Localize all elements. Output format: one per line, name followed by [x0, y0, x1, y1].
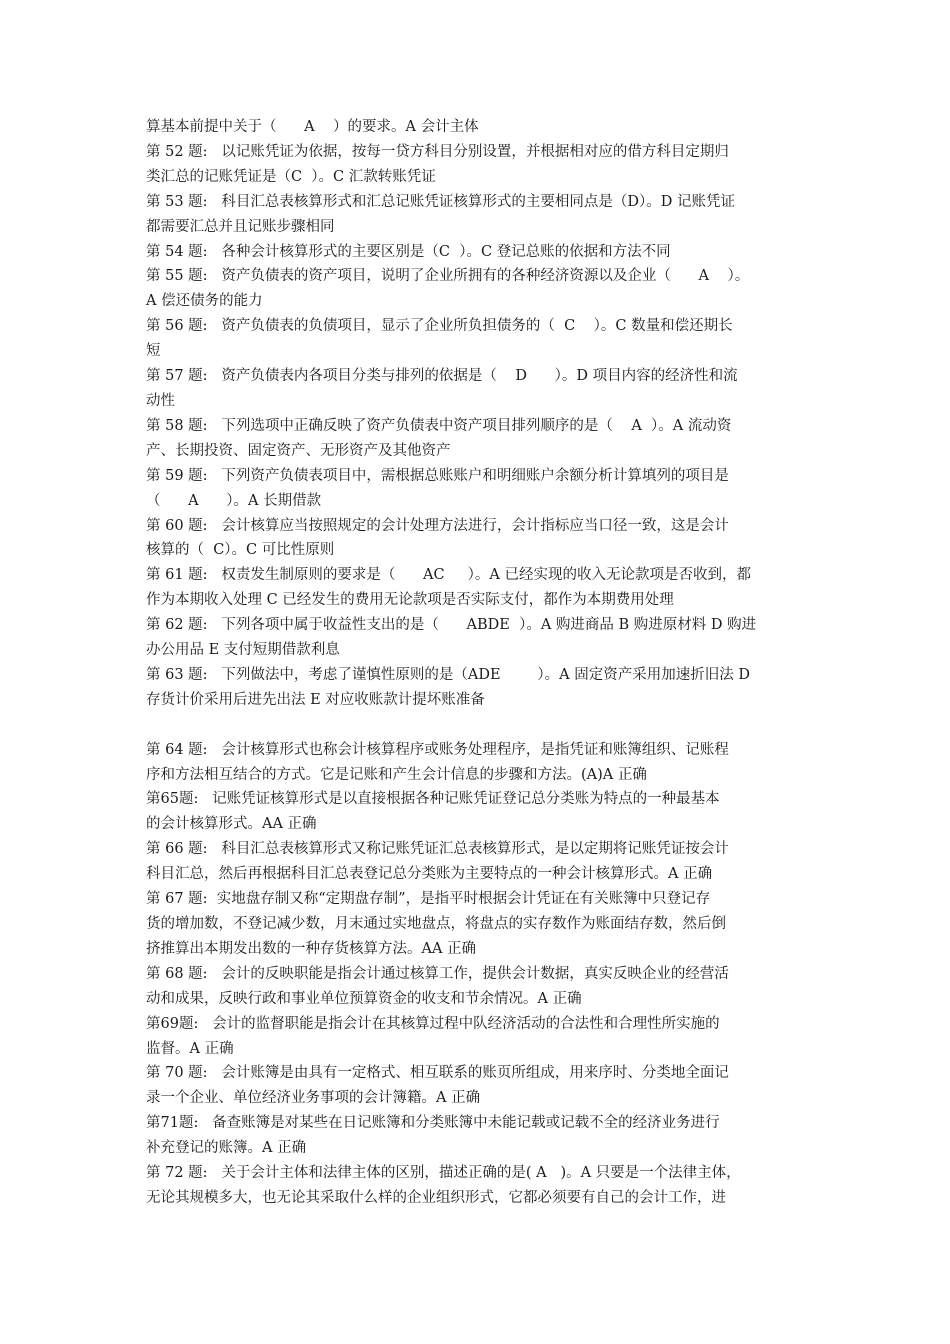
text-line: 办公用品 E 支付短期借款利息 [146, 642, 340, 659]
text-line: 第 53 题: 科目汇总表核算形式和汇总记账凭证核算形式的主要相同点是（D）。D 记账凭证 [146, 193, 735, 210]
text-line: 核算的（ C）。C 可比性原则 [146, 542, 335, 559]
text-line: 第 54 题: 各种会计核算形式的主要区别是（C ）。C 登记总账的依据和方法不同 [146, 243, 671, 260]
text-line: 第 70 题: 会计账簿是由具有一定格式、相互联系的账页所组成，用来序时、分类地全面记 [146, 1065, 729, 1082]
text-line: 第 62 题: 下列各项中属于收益性支出的是（ ABDE ）。A 购进商品 B 购进原材料 D 购进 [146, 617, 757, 634]
text-line: 序和方法相互结合的方式。它是记账和产生会计信息的步骤和方法。(A)A 正确 [146, 766, 647, 783]
text-line: 第 52 题: 以记账凭证为依据，按每一贷方科目分别设置，并根据相对应的借方科目定期归 [146, 143, 729, 160]
text-line: 短 [146, 343, 161, 360]
text-line: 存货计价采用后进先出法 E 对应收账款计提坏账准备 [146, 691, 485, 708]
text-line: 第 63 题: 下列做法中，考虑了谨慎性原则的是（ADE ）。A 固定资产采用加速折旧法 D [146, 666, 750, 683]
text-line: 第69题: 会计的监督职能是指会计在其核算过程中队经济活动的合法性和合理性所实施的 [146, 1015, 720, 1032]
text-line: 产、长期投资、固定资产、无形资产及其他资产 [146, 442, 451, 459]
text-line: 都需要汇总并且记账步骤相同 [146, 218, 335, 235]
text-line: 第 60 题: 会计核算应当按照规定的会计处理方法进行，会计指标应当口径一致，这是会计 [146, 517, 729, 534]
text-line: 第 59 题: 下列资产负债表项目中，需根据总账账户和明细账户余额分析计算填列的项目是 [146, 467, 729, 484]
text-line: 补充登记的账簿。A 正确 [146, 1140, 307, 1157]
document-page [146, 115, 810, 1211]
text-line: 第71题: 备查账簿是对某些在日记账簿和分类账簿中未能记载或记载不全的经济业务进行 [146, 1115, 720, 1132]
text-line: 监督。A 正确 [146, 1040, 234, 1057]
text-line: 第 66 题: 科目汇总表核算形式又称记账凭证汇总表核算形式，是以定期将记账凭证按会计 [146, 841, 729, 858]
text-line: 类汇总的记账凭证是（C ）。C 汇款转账凭证 [146, 168, 436, 185]
text-line: 无论其规模多大，也无论其采取什么样的企业组织形式，它都必须要有自己的会计工作，进 [146, 1189, 726, 1206]
text-line: 第65题: 记账凭证核算形式是以直接根据各种记账凭证登记总分类账为特点的一种最基本 [146, 791, 720, 808]
text-line: 货的增加数，不登记减少数，月末通过实地盘点，将盘点的实存数作为账面结存数，然后倒 [146, 915, 726, 932]
text-line: 录一个企业、单位经济业务事项的会计簿籍。A 正确 [146, 1090, 481, 1107]
text-line: 第 67 题: 实地盘存制又称“定期盘存制”，是指平时根据会计凭证在有关账簿中只登记存 [146, 891, 711, 908]
paragraph-gap [146, 713, 810, 738]
text-line: 第 57 题: 资产负债表内各项目分类与排列的依据是（ D ）。D 项目内容的经济性和流 [146, 368, 738, 385]
text-line: 的会计核算形式。AA 正确 [146, 816, 317, 833]
text-line: A 偿还债务的能力 [146, 293, 263, 310]
text-line: 第 55 题: 资产负债表的资产项目，说明了企业所拥有的各种经济资源以及企业（ A ）。 [146, 268, 750, 285]
text-line: （ A ）。A 长期借款 [146, 492, 322, 509]
question-block-2 [146, 738, 810, 1211]
text-line: 作为本期收入处理 C 已经发生的费用无论款项是否实际支付，都作为本期费用处理 [146, 592, 674, 609]
text-line: 算基本前提中关于（ A ）的要求。A 会计主体 [146, 119, 479, 135]
question-block-1 [146, 115, 810, 713]
text-line: 挤推算出本期发出数的一种存货核算方法。AA 正确 [146, 940, 477, 957]
text-line: 第 68 题: 会计的反映职能是指会计通过核算工作，提供会计数据，真实反映企业的经营活 [146, 965, 729, 982]
text-line: 动性 [146, 392, 175, 409]
text-line: 动和成果，反映行政和事业单位预算资金的收支和节余情况。A 正确 [146, 990, 582, 1007]
text-line: 第 58 题: 下列选项中正确反映了资产负债表中资产项目排列顺序的是（ A ）。A 流动资 [146, 417, 732, 434]
text-line: 科目汇总，然后再根据科目汇总表登记总分类账为主要特点的一种会计核算形式。A 正确 [146, 866, 713, 883]
text-line: 第 61 题: 权责发生制原则的要求是（ AC ）。A 已经实现的收入无论款项是否收到，都 [146, 567, 751, 584]
text-line: 第 56 题: 资产负债表的负债项目，显示了企业所负担债务的（ C ）。C 数量和偿还期长 [146, 318, 733, 335]
text-line: 第 64 题: 会计核算形式也称会计核算程序或账务处理程序，是指凭证和账簿组织、记账程 [146, 741, 729, 758]
text-line: 第 72 题: 关于会计主体和法律主体的区别，描述正确的是( A )。A 只要是一个法律主体， [146, 1165, 741, 1182]
